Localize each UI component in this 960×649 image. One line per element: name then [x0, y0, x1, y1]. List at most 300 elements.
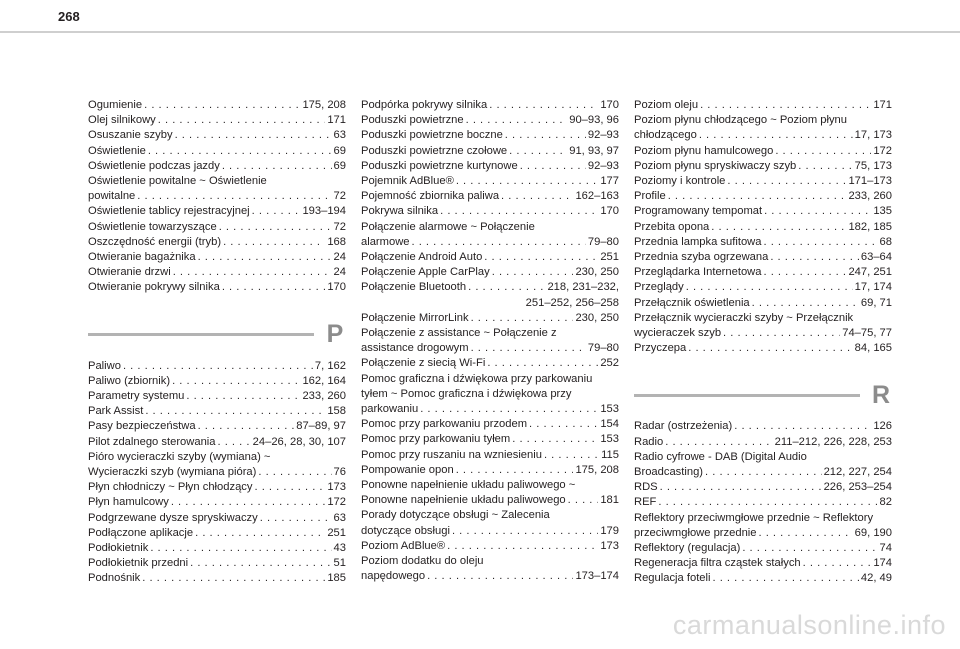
index-entry	[88, 98, 346, 113]
page-reference: 171–173	[848, 175, 892, 188]
index-term: wycieraczek szyb	[634, 327, 722, 340]
dot-leader	[173, 265, 332, 280]
dot-leader	[186, 389, 300, 404]
index-term: Profile	[634, 190, 666, 203]
index-term-line: Pomoc graficzna i dźwiękowa przy parkowaniu	[361, 372, 593, 385]
dot-leader	[492, 265, 574, 280]
page-reference: 185	[327, 572, 346, 585]
dot-leader	[144, 98, 300, 113]
index-entry	[634, 159, 892, 174]
watermark: carmanualsonline.info	[672, 610, 946, 640]
index-term-line: Poziom płynu chłodzącego ~ Poziom płynu	[634, 114, 847, 127]
index-term: Osuszanie szyby	[88, 129, 173, 142]
index-entry	[361, 463, 619, 478]
index-entry	[361, 402, 619, 417]
index-entry	[88, 250, 346, 265]
page-reference: 233, 260	[848, 190, 892, 203]
page-reference: 175, 208	[302, 99, 346, 111]
index-term: Pilot zdalnego sterowania	[88, 435, 216, 448]
index-term: Oświetlenie tablicy rejestracyjnej	[88, 205, 250, 218]
index-term: Regeneracja filtra cząstek stałych	[634, 557, 801, 570]
index-term: Pojemnik AdBlue®	[361, 175, 454, 188]
dot-leader	[700, 98, 871, 113]
dot-leader	[171, 495, 325, 510]
dot-leader	[775, 144, 871, 159]
index-term: REF	[634, 496, 657, 509]
page-reference: 158	[327, 405, 346, 418]
index-entry	[88, 189, 346, 204]
index-term: Poziom oleju	[634, 99, 699, 111]
index-term: Przeglądy	[634, 281, 684, 294]
index-entry	[88, 159, 346, 174]
index-entry	[634, 98, 892, 113]
index-term: Podłokietnik	[88, 542, 149, 555]
page-reference: 162–163	[575, 190, 619, 203]
index-entry	[361, 250, 619, 265]
dot-leader	[447, 539, 598, 554]
index-entry	[361, 341, 619, 356]
dot-leader	[668, 189, 847, 204]
index-entry	[361, 524, 619, 539]
dot-leader	[568, 493, 599, 508]
page-reference: 79–80	[587, 235, 619, 248]
index-term-line: Przełącznik wycieraczki szyby ~ Przełącznik	[634, 311, 854, 324]
index-entry	[88, 144, 346, 159]
page-reference: 82	[879, 496, 892, 509]
page-reference: 87–89, 97	[296, 420, 346, 433]
page-reference: 182, 185	[848, 220, 892, 233]
page-reference: 79–80	[587, 342, 619, 355]
index-entry	[88, 113, 346, 128]
dot-leader	[686, 280, 853, 295]
page-reference: 84, 165	[854, 342, 892, 355]
index-entry	[361, 280, 619, 295]
dot-leader	[764, 204, 871, 219]
dot-leader	[468, 280, 545, 295]
index-term: Radio	[634, 435, 664, 448]
page-reference: 173	[327, 481, 346, 494]
page-reference: 212, 227, 254	[823, 466, 892, 479]
index-term: Podłokietnik przedni	[88, 557, 189, 570]
index-entry	[88, 526, 346, 541]
index-entry	[634, 556, 892, 571]
page-reference: 51	[333, 557, 346, 570]
index-entry	[361, 159, 619, 174]
index-term: chłodzącego	[634, 129, 697, 142]
index-entry	[361, 569, 619, 584]
index-entry	[88, 495, 346, 510]
dot-leader	[658, 495, 877, 510]
index-term-line: Poziom dodatku do oleju	[361, 555, 484, 568]
index-entry	[634, 341, 892, 356]
index-entry	[361, 204, 619, 219]
index-entry	[361, 128, 619, 143]
page-reference: 172	[327, 496, 346, 509]
dot-leader	[770, 250, 859, 265]
dot-leader	[466, 113, 568, 128]
dot-leader	[218, 435, 251, 450]
index-term: assistance drogowym	[361, 342, 469, 355]
page-reference: 181	[600, 494, 619, 507]
dot-leader	[764, 265, 847, 280]
index-term: Pomoc przy parkowaniu tyłem	[361, 433, 511, 446]
page-reference: 17, 173	[854, 129, 892, 142]
dot-leader	[544, 448, 599, 463]
index-term: Połączenie Bluetooth	[361, 281, 467, 294]
index-entry	[88, 571, 346, 586]
dot-leader	[763, 235, 877, 250]
index-entry	[361, 189, 619, 204]
index-term: Otwieranie bagażnika	[88, 251, 196, 264]
index-term: Pomoc przy parkowaniu przodem	[361, 418, 528, 431]
index-term: Pompowanie opon	[361, 463, 454, 476]
index-term: Płyn hamulcowy	[88, 496, 169, 509]
index-term: Oszczędność energii (tryb)	[88, 235, 222, 248]
index-term: RDS	[634, 481, 658, 494]
index-entry	[361, 235, 619, 250]
index-entry	[88, 220, 346, 235]
dot-leader	[198, 419, 295, 434]
index-entry	[634, 435, 892, 450]
index-term: Podpórka pokrywy silnika	[361, 99, 488, 111]
index-entry	[634, 280, 892, 295]
index-term: Przełącznik oświetlenia	[634, 296, 750, 309]
index-term-line: tyłem ~ Pomoc graficzna i dźwiękowa przy	[361, 387, 572, 400]
page-reference: 230, 250	[575, 311, 619, 324]
index-entry	[88, 419, 346, 434]
page-reference: 170	[327, 281, 346, 294]
index-term: Pasy bezpieczeństwa	[88, 420, 196, 433]
dot-leader	[219, 220, 332, 235]
index-term: Pokrywa silnika	[361, 205, 439, 218]
index-term-line: Pióro wycieraczki szyby (wymiana) ~	[88, 450, 271, 463]
page-reference: 226, 253–254	[823, 481, 892, 494]
page-reference: 173–174	[575, 570, 619, 583]
index-term: Połączenie Android Auto	[361, 251, 483, 264]
page-reference: 177	[600, 175, 619, 188]
dot-leader	[223, 235, 325, 250]
index-term: Poduszki powietrzne	[361, 114, 464, 127]
index-term: Przednia lampka sufitowa	[634, 235, 762, 248]
dot-leader	[471, 311, 574, 326]
index-term: Poziom płynu hamulcowego	[634, 144, 774, 157]
index-term: Oświetlenie	[88, 144, 146, 157]
index-term: Poziom AdBlue®	[361, 539, 446, 552]
index-entry	[361, 448, 619, 463]
page-reference: 154	[600, 418, 619, 431]
page-reference: 168	[327, 235, 346, 248]
page-reference: 153	[600, 403, 619, 416]
dot-leader	[452, 524, 598, 539]
dot-leader	[456, 174, 599, 189]
page-reference: 173	[600, 539, 619, 552]
page-reference: 7, 162	[314, 359, 346, 372]
dot-leader	[489, 98, 598, 113]
page-reference: 92–93	[587, 159, 619, 172]
index-term: alarmowe	[361, 235, 410, 248]
index-entry	[88, 480, 346, 495]
dot-leader	[501, 189, 573, 204]
dot-leader	[487, 356, 598, 371]
page-reference: 72	[333, 220, 346, 233]
dot-leader	[420, 402, 598, 417]
index-entry	[88, 128, 346, 143]
dot-leader	[509, 144, 567, 159]
index-term-line: Połączenie z assistance ~ Połączenie z	[361, 327, 557, 340]
page-reference: 126	[873, 420, 892, 433]
index-entry	[88, 404, 346, 419]
page-reference: 233, 260	[302, 390, 346, 403]
page-reference: 74	[879, 542, 892, 555]
dot-leader	[175, 128, 332, 143]
section-divider	[634, 394, 860, 397]
index-term: Poziomy i kontrole	[634, 175, 726, 188]
dot-leader	[137, 189, 331, 204]
index-entry	[361, 265, 619, 280]
index-entry	[361, 539, 619, 554]
dot-leader	[427, 569, 573, 584]
index-entry	[361, 432, 619, 447]
index-entry	[634, 144, 892, 159]
index-term: Podnośnik	[88, 572, 141, 585]
index-term: Radar (ostrzeżenia)	[634, 420, 733, 433]
page-reference: 179	[600, 524, 619, 537]
dot-leader	[456, 463, 574, 478]
page-reference: 115	[601, 448, 619, 461]
index-term: Podłączone aplikacje	[88, 526, 194, 539]
index-term: Poduszki powietrzne boczne	[361, 129, 503, 142]
page-reference: 74–75, 77	[842, 327, 892, 340]
dot-leader	[484, 250, 598, 265]
index-term: Przeglądarka Internetowa	[634, 266, 762, 279]
dot-leader	[190, 556, 331, 571]
index-term: dotyczące obsługi	[361, 524, 450, 537]
index-term-line: Reflektory przeciwmgłowe przednie ~ Reflektory	[634, 511, 874, 524]
index-term-line: Połączenie alarmowe ~ Połączenie	[361, 220, 535, 233]
index-term: Podgrzewane dysze spryskiwaczy	[88, 511, 258, 524]
index-entry	[88, 465, 346, 480]
page-reference: 171	[873, 99, 892, 111]
index-term: Płyn chłodniczy ~ Płyn chłodzący	[88, 481, 253, 494]
dot-leader	[195, 526, 325, 541]
index-term-line: Porady dotyczące obsługi ~ Zalecenia	[361, 509, 550, 522]
index-entry	[634, 465, 892, 480]
index-term: Poziom płynu spryskiwaczy szyb	[634, 159, 797, 172]
page-reference: 63–64	[860, 251, 892, 264]
index-term-line: Oświetlenie powitalne ~ Oświetlenie	[88, 175, 267, 188]
dot-leader	[148, 144, 332, 159]
index-term: Połączenie MirrorLink	[361, 311, 469, 324]
index-entry	[88, 280, 346, 295]
section-letter: P	[326, 320, 344, 349]
page-reference: 69, 190	[854, 526, 892, 539]
index-column-1	[88, 98, 346, 587]
dot-leader	[727, 174, 846, 189]
index-term: Oświetlenie podczas jazdy	[88, 159, 220, 172]
section-header	[88, 317, 346, 353]
page-reference: 42, 49	[860, 572, 892, 585]
dot-leader	[252, 204, 301, 219]
index-term: Ponowne napełnienie układu paliwowego	[361, 494, 566, 507]
index-entry	[88, 511, 346, 526]
index-term: Paliwo	[88, 359, 121, 372]
index-entry	[88, 204, 346, 219]
index-term: Reflektory (regulacja)	[634, 542, 741, 555]
index-entry	[634, 419, 892, 434]
page-reference: 69, 71	[860, 296, 892, 309]
index-term: Połączenie z siecią Wi-Fi	[361, 357, 486, 370]
index-entry	[634, 128, 892, 143]
index-entry	[88, 359, 346, 374]
dot-leader	[254, 480, 325, 495]
index-term: napędowego	[361, 570, 426, 583]
index-entry	[88, 389, 346, 404]
dot-leader	[752, 296, 859, 311]
index-entry	[634, 265, 892, 280]
index-term: Paliwo (zbiornik)	[88, 374, 171, 387]
dot-leader	[734, 419, 871, 434]
dot-leader	[759, 526, 853, 541]
page-reference: 170	[600, 205, 619, 218]
dot-leader	[711, 220, 846, 235]
dot-leader	[440, 204, 598, 219]
index-term: Poduszki powietrzne kurtynowe	[361, 159, 518, 172]
page-reference: 174	[873, 557, 892, 570]
index-entry	[361, 311, 619, 326]
index-entry	[634, 235, 892, 250]
page-reference: 218, 231–232,	[547, 281, 619, 294]
dot-leader	[713, 571, 859, 586]
page-reference: 230, 250	[575, 266, 619, 279]
index-term: Poduszki powietrzne czołowe	[361, 144, 508, 157]
page-reference: 17, 174	[854, 281, 892, 294]
page-reference: 135	[873, 205, 892, 218]
header-rule	[0, 31, 960, 33]
dot-leader	[505, 128, 586, 143]
index-entry	[361, 98, 619, 113]
index-term: Regulacja foteli	[634, 572, 711, 585]
dot-leader	[158, 113, 326, 128]
dot-leader	[142, 571, 325, 586]
dot-leader	[688, 341, 852, 356]
page-reference: 193–194	[302, 205, 346, 218]
index-term-line: Radio cyfrowe - DAB (Digital Audio	[634, 450, 807, 463]
dot-leader	[665, 435, 772, 450]
index-entry	[634, 541, 892, 556]
page-reference-continued: 251–252, 256–258	[525, 296, 619, 309]
dot-leader	[803, 556, 872, 571]
index-term: Pomoc przy ruszaniu na wzniesieniu	[361, 448, 542, 461]
index-term: parkowaniu	[361, 403, 419, 416]
page-reference: 211–212, 226, 228, 253	[774, 435, 892, 448]
dot-leader	[222, 280, 326, 295]
index-entry	[634, 189, 892, 204]
dot-leader	[529, 417, 598, 432]
index-term: powitalne	[88, 190, 136, 203]
page-reference: 251	[600, 251, 619, 264]
page-reference: 75, 173	[854, 159, 892, 172]
page-number: 268	[58, 9, 80, 24]
index-term: Przebita opona	[634, 220, 710, 233]
index-term: Broadcasting)	[634, 466, 704, 479]
dot-leader	[520, 159, 586, 174]
index-column-3	[634, 98, 892, 587]
index-entry	[88, 541, 346, 556]
index-entry	[361, 356, 619, 371]
page-reference: 90–93, 96	[569, 114, 619, 127]
index-entry	[634, 480, 892, 495]
index-entry	[361, 174, 619, 189]
index-term: Otwieranie pokrywy silnika	[88, 281, 220, 294]
index-term: Przyczepa	[634, 342, 687, 355]
index-entry	[88, 374, 346, 389]
dot-leader	[798, 159, 852, 174]
index-entry	[88, 265, 346, 280]
index-term: Otwieranie drzwi	[88, 266, 171, 279]
index-entry	[361, 417, 619, 432]
index-entry	[634, 526, 892, 541]
section-header	[634, 377, 892, 413]
index-entry	[634, 220, 892, 235]
page-reference: 69	[333, 159, 346, 172]
index-entry	[634, 571, 892, 586]
page-reference: 24	[333, 266, 346, 279]
dot-leader	[471, 341, 586, 356]
dot-leader	[512, 432, 598, 447]
index-entry	[361, 113, 619, 128]
index-term: Parametry systemu	[88, 390, 185, 403]
dot-leader	[742, 541, 877, 556]
dot-leader	[723, 326, 840, 341]
dot-leader	[222, 159, 332, 174]
index-term: Oświetlenie towarzyszące	[88, 220, 217, 233]
index-term: Olej silnikowy	[88, 114, 156, 127]
page-reference: 43	[333, 542, 346, 555]
index-column-2	[361, 98, 619, 585]
dot-leader	[150, 541, 331, 556]
index-term: Ogumienie	[88, 99, 143, 111]
dot-leader	[705, 465, 822, 480]
page-reference: 68	[879, 235, 892, 248]
index-entry	[634, 495, 892, 510]
index-term: Park Assist	[88, 405, 144, 418]
index-entry	[361, 144, 619, 159]
page-reference: 251	[327, 526, 346, 539]
page-reference: 171	[327, 114, 346, 127]
index-entry	[88, 556, 346, 571]
page-reference: 91, 93, 97	[569, 144, 619, 157]
dot-leader	[172, 374, 300, 389]
section-divider	[88, 333, 314, 336]
index-term: Pojemność zbiornika paliwa	[361, 190, 500, 203]
index-term: Połączenie Apple CarPlay	[361, 266, 490, 279]
index-entry	[634, 174, 892, 189]
page-reference: 76	[333, 466, 346, 479]
page-reference: 172	[873, 144, 892, 157]
dot-leader	[660, 480, 822, 495]
page-reference: 92–93	[587, 129, 619, 142]
index-term: Programowany tempomat	[634, 205, 763, 218]
page-reference: 170	[600, 99, 619, 111]
index-term: przeciwmgłowe przednie	[634, 526, 757, 539]
page-reference: 252	[600, 357, 619, 370]
index-entry	[634, 326, 892, 341]
page-reference: 63	[333, 511, 346, 524]
page-reference: 162, 164	[302, 374, 346, 387]
section-letter: R	[871, 380, 891, 409]
page-reference: 24–26, 28, 30, 107	[252, 435, 346, 448]
index-term-line: Ponowne napełnienie układu paliwowego ~	[361, 479, 576, 492]
